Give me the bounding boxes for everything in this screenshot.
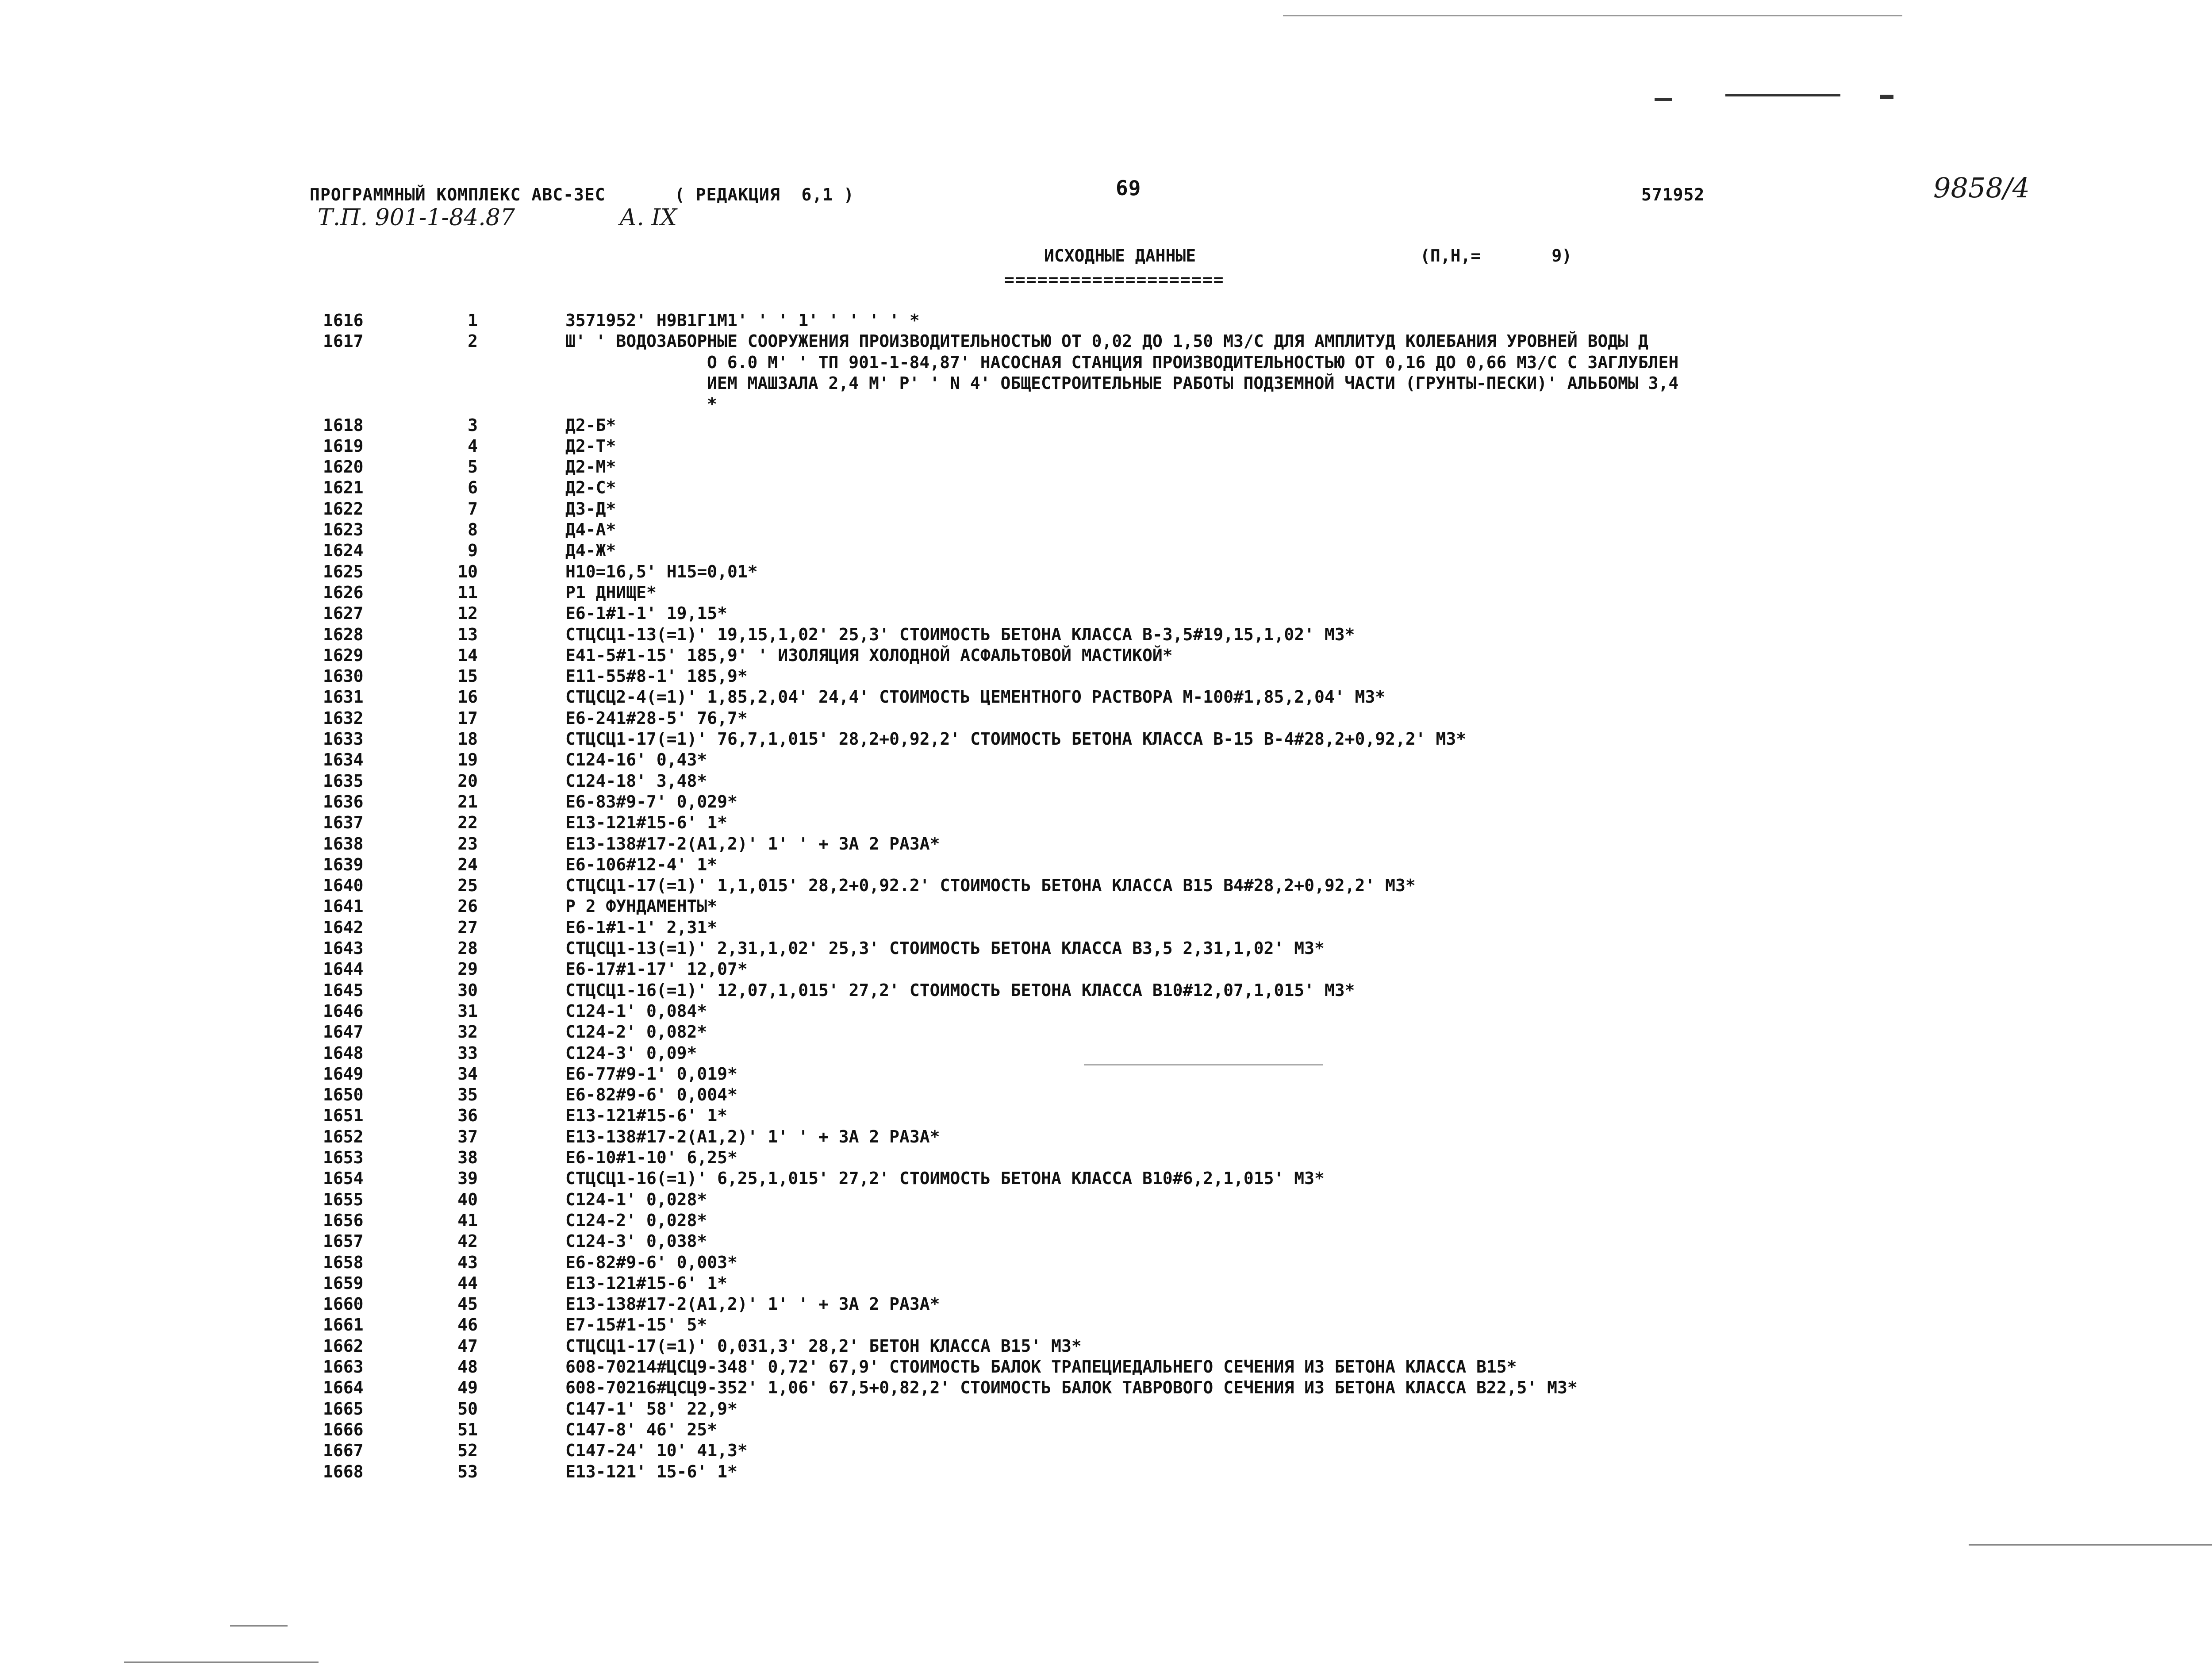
item-number: 35	[457, 1085, 478, 1105]
table-row	[0, 477, 2212, 498]
scan-mark	[1655, 98, 1672, 101]
line-number: 1622	[323, 499, 364, 519]
item-number: 46	[457, 1315, 478, 1335]
record-text: Р1 ДНИЩЕ*	[565, 582, 657, 602]
line-number: 1660	[323, 1294, 364, 1314]
item-number: 3	[468, 415, 478, 435]
line-number: 1658	[323, 1252, 364, 1272]
table-row	[0, 1293, 2212, 1315]
line-number: 1628	[323, 624, 364, 644]
line-number: 1652	[323, 1127, 364, 1146]
line-number: 1631	[323, 687, 364, 707]
table-row	[0, 435, 2212, 457]
record-text: Ш' ' ВОДОЗАБОРНЫЕ СООРУЖЕНИЯ ПРОИЗВОДИТЕЛЬНОСТЬЮ ОТ 0,02 ДО 1,50 М3/С ДЛЯ АМПЛИТУД КОЛЕБАНИЯ УРОВНЕЙ ВОДЫ Д	[565, 331, 1648, 351]
item-number: 20	[457, 771, 478, 791]
table-row	[0, 1084, 2212, 1105]
table-row	[0, 1335, 2212, 1357]
record-text: СТЦСЦ2-4(=1)' 1,85,2,04' 24,4' СТОИМОСТЬ ЦЕМЕНТНОГО РАСТВОРА М-100#1,85,2,04' М3*	[565, 687, 1386, 707]
record-text: СТЦСЦ1-13(=1)' 19,15,1,02' 25,3' СТОИМОСТЬ БЕТОНА КЛАССА В-3,5#19,15,1,02' М3*	[565, 624, 1355, 644]
record-text: Е6-82#9-6' 0,003*	[565, 1252, 737, 1272]
table-row	[0, 1147, 2212, 1168]
table-row	[0, 1252, 2212, 1273]
line-number: 1620	[323, 457, 364, 477]
item-number: 10	[457, 562, 478, 581]
table-row	[0, 708, 2212, 729]
item-number: 25	[457, 876, 478, 896]
line-number: 1668	[323, 1461, 364, 1481]
record-text: 608-70216#ЦСЦ9-352' 1,06' 67,5+0,82,2' СТОИМОСТЬ БАЛОК ТАВРОВОГО СЕЧЕНИЯ ИЗ БЕТОНА КЛАССА В22,5' М3*	[565, 1378, 1578, 1398]
item-number: 12	[457, 604, 478, 623]
line-number: 1616	[323, 311, 364, 330]
scan-line	[230, 1625, 288, 1627]
item-number: 37	[457, 1127, 478, 1146]
line-number: 1653	[323, 1148, 364, 1167]
record-text: СТЦСЦ1-17(=1)' 0,031,3' 28,2' БЕТОН КЛАССА В15' М3*	[565, 1336, 1082, 1356]
record-text: С124-1' 0,084*	[565, 1001, 707, 1021]
line-number: 1655	[323, 1189, 364, 1209]
table-row	[0, 791, 2212, 812]
table-row	[0, 875, 2212, 896]
line-number: 1648	[323, 1043, 364, 1063]
item-number: 43	[457, 1252, 478, 1272]
line-number: 1621	[323, 478, 364, 498]
record-text: О 6.0 М' ' ТП 901-1-84,87' НАСОСНАЯ СТАНЦИЯ ПРОИЗВОДИТЕЛЬНОСТЬЮ ОТ 0,16 ДО 0,66 М3/С С ЗАГЛУБЛЕН	[707, 352, 1679, 372]
table-row	[0, 415, 2212, 436]
record-text: Е6-82#9-6' 0,004*	[565, 1085, 737, 1105]
record-text: Д2-М*	[565, 457, 616, 477]
record-text: Е13-121#15-6' 1*	[565, 1106, 728, 1126]
line-number: 1642	[323, 917, 364, 937]
record-text: С124-3' 0,09*	[565, 1043, 697, 1063]
table-row	[0, 1021, 2212, 1042]
table-row	[0, 1398, 2212, 1419]
table-row	[0, 812, 2212, 833]
item-number: 45	[457, 1294, 478, 1314]
table-row	[0, 582, 2212, 603]
title-underline: ====================	[1004, 270, 1225, 289]
record-text: Е6-83#9-7' 0,029*	[565, 792, 737, 812]
item-number: 15	[457, 666, 478, 686]
table-row	[0, 1356, 2212, 1377]
item-number: 49	[457, 1378, 478, 1398]
record-text: Е6-77#9-1' 0,019*	[565, 1064, 737, 1084]
item-number: 50	[457, 1399, 478, 1419]
item-number: 5	[468, 457, 478, 477]
line-number: 1624	[323, 541, 364, 561]
item-number: 26	[457, 896, 478, 916]
item-number: 23	[457, 834, 478, 854]
line-number: 1641	[323, 896, 364, 916]
line-number: 1667	[323, 1441, 364, 1461]
table-row	[0, 1189, 2212, 1210]
table-row	[0, 1461, 2212, 1482]
table-row	[0, 1105, 2212, 1126]
line-number: 1643	[323, 938, 364, 958]
item-number: 29	[457, 959, 478, 979]
record-text: С124-3' 0,038*	[565, 1231, 707, 1251]
table-row	[0, 331, 2212, 352]
line-number: 1663	[323, 1357, 364, 1377]
table-row	[0, 498, 2212, 519]
line-number: 1634	[323, 750, 364, 770]
record-text: С124-2' 0,028*	[565, 1210, 707, 1230]
item-number: 51	[457, 1419, 478, 1439]
program-name: ПРОГРАММНЫЙ КОМПЛЕКС АВС-3ЕС	[310, 185, 606, 204]
record-text: Е11-55#8-1' 185,9*	[565, 666, 748, 686]
record-text: СТЦСЦ1-16(=1)' 12,07,1,015' 27,2' СТОИМОСТЬ БЕТОНА КЛАССА В10#12,07,1,015' М3*	[565, 980, 1355, 1000]
record-text: Д3-Д*	[565, 499, 616, 519]
scan-line	[1084, 1064, 1323, 1065]
table-row	[0, 665, 2212, 687]
line-number: 1627	[323, 604, 364, 623]
table-row	[0, 1168, 2212, 1189]
table-row	[0, 770, 2212, 792]
item-number: 39	[457, 1169, 478, 1188]
page-title: ИСХОДНЫЕ ДАННЫЕ	[1044, 246, 1196, 265]
table-row	[0, 373, 2212, 394]
record-text: С124-1' 0,028*	[565, 1189, 707, 1209]
table-row	[0, 980, 2212, 1001]
item-number: 28	[457, 938, 478, 958]
table-row	[0, 645, 2212, 666]
line-number: 1636	[323, 792, 364, 812]
record-text: Е6-106#12-4' 1*	[565, 854, 718, 874]
line-number: 1654	[323, 1169, 364, 1188]
record-text: С147-24' 10' 41,3*	[565, 1441, 748, 1461]
line-number: 1657	[323, 1231, 364, 1251]
record-text: Е13-121#15-6' 1*	[565, 813, 728, 833]
table-row	[0, 310, 2212, 331]
item-number: 6	[468, 478, 478, 498]
table-row	[0, 1314, 2212, 1335]
table-row	[0, 1419, 2212, 1440]
table-row	[0, 624, 2212, 645]
record-text: Е6-241#28-5' 76,7*	[565, 708, 748, 728]
line-number: 1626	[323, 582, 364, 602]
item-number: 44	[457, 1273, 478, 1293]
line-number: 1639	[323, 854, 364, 874]
line-number: 1632	[323, 708, 364, 728]
item-number: 14	[457, 645, 478, 665]
line-number: 1640	[323, 876, 364, 896]
item-number: 34	[457, 1064, 478, 1084]
table-row	[0, 1126, 2212, 1147]
record-text: Д2-С*	[565, 478, 616, 498]
item-number: 47	[457, 1336, 478, 1356]
item-number: 7	[468, 499, 478, 519]
record-text: СТЦСЦ1-17(=1)' 1,1,015' 28,2+0,92.2' СТОИМОСТЬ БЕТОНА КЛАССА В15 В4#28,2+0,92,2' М3*	[565, 876, 1416, 896]
line-number: 1644	[323, 959, 364, 979]
record-text: Д4-Ж*	[565, 541, 616, 561]
scan-line	[1283, 15, 1902, 16]
line-number: 1661	[323, 1315, 364, 1335]
table-row	[0, 728, 2212, 750]
table-row	[0, 352, 2212, 373]
item-number: 21	[457, 792, 478, 812]
record-text: Е7-15#1-15' 5*	[565, 1315, 707, 1335]
item-number: 33	[457, 1043, 478, 1063]
line-number: 1618	[323, 415, 364, 435]
record-text: С124-2' 0,082*	[565, 1022, 707, 1042]
item-number: 53	[457, 1461, 478, 1481]
line-number: 1662	[323, 1336, 364, 1356]
record-text: 3571952' Н9В1Г1М1' ' ' 1' ' ' ' ' *	[565, 311, 920, 330]
line-number: 1646	[323, 1001, 364, 1021]
line-number: 1650	[323, 1085, 364, 1105]
record-text: С147-8' 46' 25*	[565, 1419, 718, 1439]
table-row	[0, 938, 2212, 959]
line-number: 1645	[323, 980, 364, 1000]
record-text: Е13-121#15-6' 1*	[565, 1273, 728, 1293]
table-row	[0, 1042, 2212, 1064]
table-row	[0, 896, 2212, 917]
table-row	[0, 1231, 2212, 1252]
line-number: 1617	[323, 331, 364, 351]
line-number: 1664	[323, 1378, 364, 1398]
item-number: 31	[457, 1001, 478, 1021]
record-text: Н10=16,5' Н15=0,01*	[565, 562, 758, 581]
item-number: 13	[457, 624, 478, 644]
line-number: 1665	[323, 1399, 364, 1419]
record-text: Д2-Т*	[565, 436, 616, 456]
table-row	[0, 686, 2212, 708]
line-number: 1666	[323, 1419, 364, 1439]
record-text: Е6-1#1-1' 19,15*	[565, 604, 728, 623]
scan-line	[1969, 1544, 2212, 1546]
record-text: СТЦСЦ1-13(=1)' 2,31,1,02' 25,3' СТОИМОСТЬ БЕТОНА КЛАССА В3,5 2,31,1,02' М3*	[565, 938, 1325, 958]
item-number: 52	[457, 1441, 478, 1461]
line-number: 1630	[323, 666, 364, 686]
edition: ( РЕДАКЦИЯ 6,1 )	[675, 185, 854, 204]
record-text: Д2-Б*	[565, 415, 616, 435]
line-number: 1625	[323, 562, 364, 581]
table-row	[0, 1440, 2212, 1461]
table-row	[0, 917, 2212, 938]
record-text: Е6-10#1-10' 6,25*	[565, 1148, 737, 1167]
record-text: С124-18' 3,48*	[565, 771, 707, 791]
line-number: 1619	[323, 436, 364, 456]
table-row	[0, 749, 2212, 770]
record-text: С124-16' 0,43*	[565, 750, 707, 770]
item-number: 27	[457, 917, 478, 937]
record-text: СТЦСЦ1-16(=1)' 6,25,1,015' 27,2' СТОИМОСТЬ БЕТОНА КЛАССА В10#6,2,1,015' М3*	[565, 1169, 1325, 1188]
table-row	[0, 393, 2212, 415]
table-row	[0, 1063, 2212, 1085]
record-text: Р 2 ФУНДАМЕНТЫ*	[565, 896, 718, 916]
record-text: СТЦСЦ1-17(=1)' 76,7,1,015' 28,2+0,92,2' СТОИМОСТЬ БЕТОНА КЛАССА В-15 В-4#28,2+0,92,2' М3*	[565, 729, 1467, 749]
item-number: 22	[457, 813, 478, 833]
item-number: 4	[468, 436, 478, 456]
table-row	[0, 1210, 2212, 1231]
handwritten-album-number: А. IX	[619, 204, 677, 231]
record-text: Е41-5#1-15' 185,9' ' ИЗОЛЯЦИЯ ХОЛОДНОЙ АСФАЛЬТОВОЙ МАСТИКОЙ*	[565, 645, 1173, 665]
title-params: (П,Н,= 9)	[1420, 246, 1572, 265]
line-number: 1659	[323, 1273, 364, 1293]
line-number: 1633	[323, 729, 364, 749]
table-row	[0, 456, 2212, 477]
line-number: 1638	[323, 834, 364, 854]
page-number: 69	[1116, 176, 1141, 200]
line-number: 1637	[323, 813, 364, 833]
table-row	[0, 519, 2212, 540]
record-text: Е6-17#1-17' 12,07*	[565, 959, 748, 979]
item-number: 8	[468, 520, 478, 539]
record-text: С147-1' 58' 22,9*	[565, 1399, 737, 1419]
line-number: 1635	[323, 771, 364, 791]
table-row	[0, 561, 2212, 582]
item-number: 11	[457, 582, 478, 602]
record-text: Е13-138#17-2(А1,2)' 1' ' + ЗА 2 РАЗА*	[565, 1294, 940, 1314]
table-row	[0, 958, 2212, 980]
item-number: 40	[457, 1189, 478, 1209]
scan-line	[124, 1661, 319, 1663]
table-row	[0, 603, 2212, 624]
item-number: 17	[457, 708, 478, 728]
table-row	[0, 1000, 2212, 1022]
handwritten-archive-number: 9858/4	[1933, 172, 2030, 204]
item-number: 18	[457, 729, 478, 749]
scan-mark	[1725, 94, 1840, 96]
line-number: 1651	[323, 1106, 364, 1126]
record-text: Е13-138#17-2(А1,2)' 1' ' + ЗА 2 РАЗА*	[565, 834, 940, 854]
line-number: 1623	[323, 520, 364, 539]
table-row	[0, 854, 2212, 875]
item-number: 32	[457, 1022, 478, 1042]
handwritten-project-number: Т.П. 901-1-84.87	[318, 204, 515, 231]
item-number: 41	[457, 1210, 478, 1230]
line-number: 1656	[323, 1210, 364, 1230]
record-text: Е6-1#1-1' 2,31*	[565, 917, 718, 937]
item-number: 19	[457, 750, 478, 770]
line-number: 1649	[323, 1064, 364, 1084]
item-number: 38	[457, 1148, 478, 1167]
item-number: 2	[468, 331, 478, 351]
table-row	[0, 833, 2212, 854]
item-number: 36	[457, 1106, 478, 1126]
item-number: 9	[468, 541, 478, 561]
item-number: 42	[457, 1231, 478, 1251]
item-number: 48	[457, 1357, 478, 1377]
line-number: 1629	[323, 645, 364, 665]
item-number: 1	[468, 311, 478, 330]
record-text: 608-70214#ЦСЦ9-348' 0,72' 67,9' СТОИМОСТЬ БАЛОК ТРАПЕЦИЕДАЛЬНЕГО СЕЧЕНИЯ ИЗ БЕТОНА КЛАССА В15*	[565, 1357, 1517, 1377]
item-number: 16	[457, 687, 478, 707]
record-text: Д4-А*	[565, 520, 616, 539]
table-row	[0, 540, 2212, 561]
document-code: 571952	[1641, 185, 1705, 204]
line-number: 1647	[323, 1022, 364, 1042]
item-number: 30	[457, 980, 478, 1000]
record-text: Е13-138#17-2(А1,2)' 1' ' + ЗА 2 РАЗА*	[565, 1127, 940, 1146]
table-row	[0, 1273, 2212, 1294]
item-number: 24	[457, 854, 478, 874]
record-text: ИЕМ МАШЗАЛА 2,4 М' Р' ' N 4' ОБЩЕСТРОИТЕЛЬНЫЕ РАБОТЫ ПОДЗЕМНОЙ ЧАСТИ (ГРУНТЫ-ПЕСКИ)' АЛЬБОМЫ 3,4	[707, 373, 1679, 393]
record-text: Е13-121' 15-6' 1*	[565, 1461, 737, 1481]
scan-mark	[1880, 95, 1893, 99]
table-row	[0, 1377, 2212, 1398]
record-text: *	[707, 394, 717, 414]
